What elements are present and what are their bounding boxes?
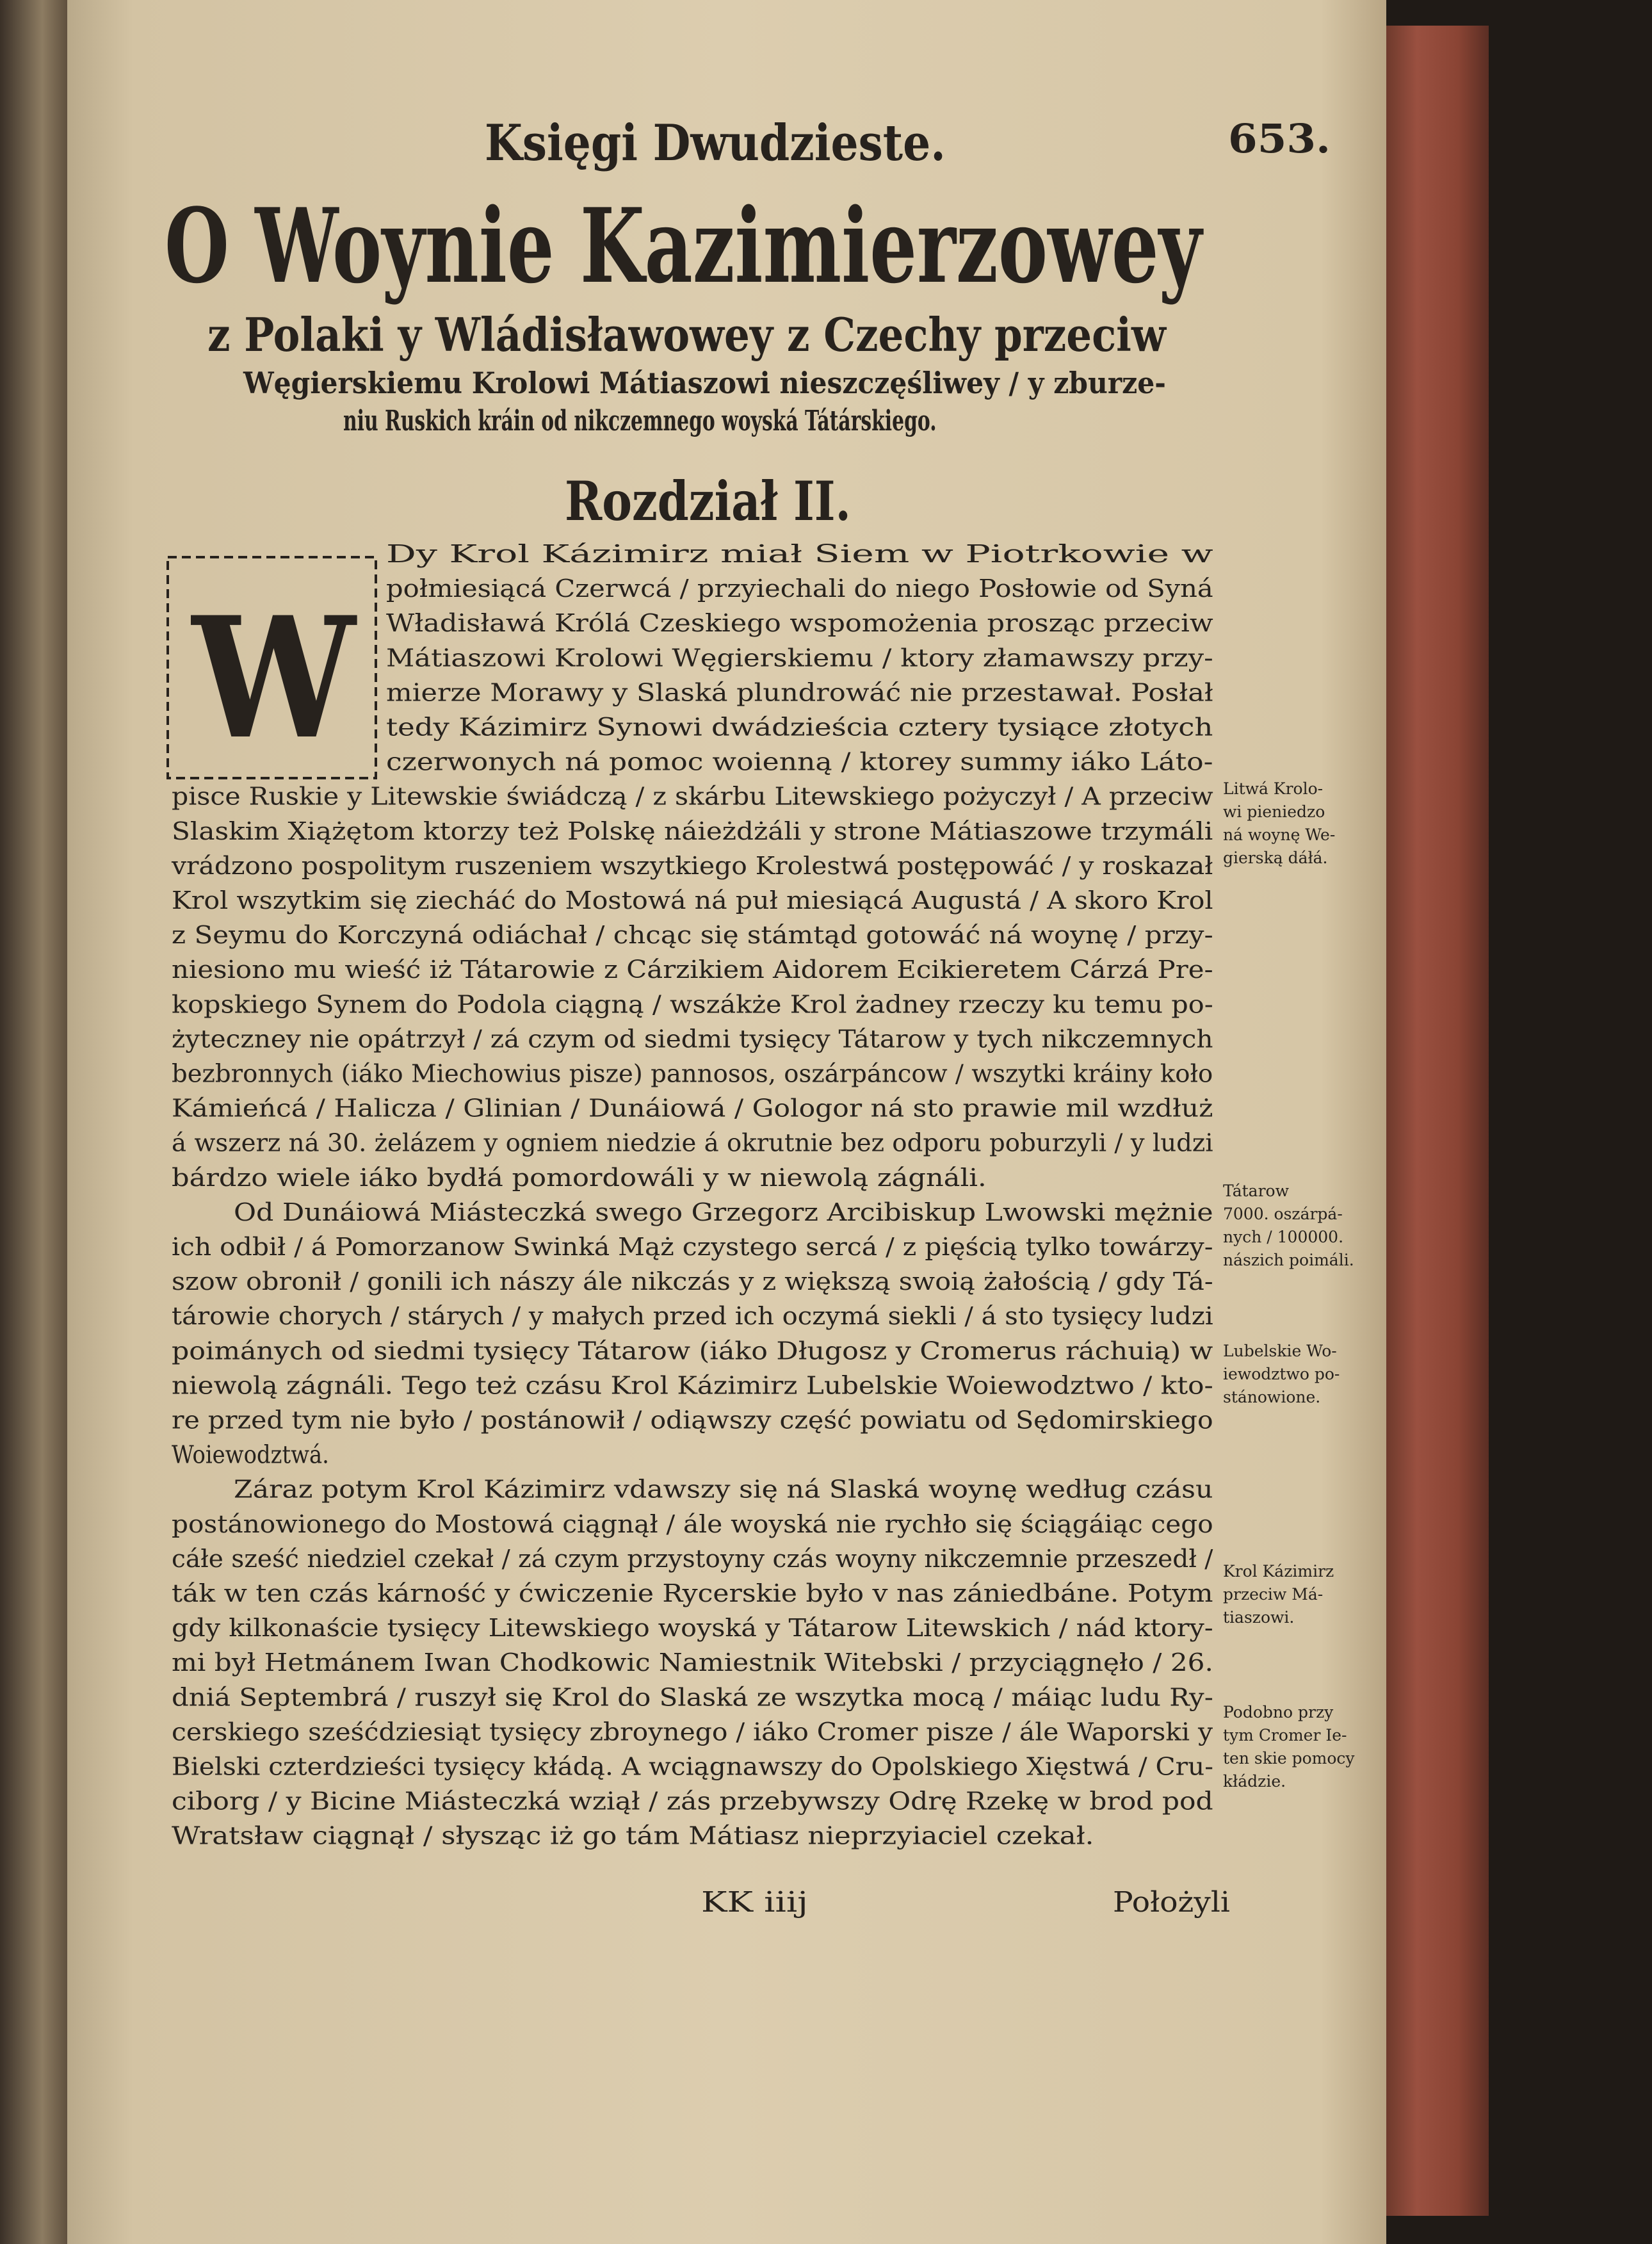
margin-note-line: nászich poimáli. — [1223, 1251, 1354, 1269]
margin-note-line: Litwá Krolo- — [1223, 779, 1324, 798]
body-line: vrádzono pospolitym ruszeniem wszytkiego Krolestwá postępowáć / y roskazał — [172, 852, 1213, 881]
margin-note-line: gierską dáłá. — [1223, 849, 1328, 867]
margin-note-line: ten skie pomocy — [1223, 1749, 1355, 1768]
body-line: Slaskim Xiążętom ktorzy też Polskę náieżdżáli y strone Mátiaszowe trzymáli — [172, 817, 1213, 846]
fore-edge — [1386, 26, 1489, 2216]
body-line: Wratsław ciągnął / słysząc iż go tám Mátiasz nieprzyiaciel czekał. — [172, 1821, 1094, 1851]
body-line: cáłe sześć niedziel czekał / zá czym przystoyny czás woyny nikczemnie przeszedł / — [172, 1545, 1213, 1573]
body-line: pisce Ruskie y Litewskie świádczą / z skárbu Litewskiego pożyczył / A przeciw — [172, 783, 1213, 811]
body-line: bezbronnych (iáko Miechowius pisze) pannosos, oszárpáncow / wszytki kráiny koło — [172, 1059, 1213, 1089]
margin-note-line: stánowione. — [1223, 1388, 1321, 1406]
body-line: Kámieńcá / Halicza / Glinian / Dunáiowá / Gologor ná sto prawie mil wzdłuż — [172, 1094, 1213, 1123]
body-line: á wszerz ná 30. żelázem y ogniem niedzie á okrutnie bez odporu poburzyli / y ludzi — [172, 1129, 1213, 1158]
body-line: Władisławá Królá Czeskiego wspomożenia prosząc przeciw — [386, 608, 1213, 638]
margin-note-line: Krol Kázimirz — [1223, 1562, 1334, 1581]
margin-note-line: ná woynę We- — [1223, 825, 1336, 844]
body-line: kopskiego Synem do Podola ciągną / wszákże Krol żadney rzeczy ku temu po- — [172, 990, 1213, 1019]
running-title: Księgi Dwudzieste. — [485, 113, 946, 173]
body-line: Záraz potym Krol Kázimirz vdawszy się ná Slaská woynę według czásu — [234, 1475, 1213, 1504]
body-line: ich odbił / á Pomorzanow Swinká Mąż czystego sercá / z pięścią tylko towárzy- — [172, 1233, 1213, 1262]
margin-note-line: Lubelskie Wo- — [1223, 1342, 1337, 1360]
body-line: mierze Morawy y Slaská plundrowáć nie przestawał. Posłał — [386, 678, 1213, 707]
margin-note-line: nych / 100000. — [1223, 1228, 1344, 1246]
body-line: Woiewodztwá. — [172, 1441, 329, 1470]
body-line: niesiono mu wieść iż Tátarowie z Cárzikiem Aidorem Ecikieretem Cárzá Pre- — [172, 955, 1213, 984]
drop-cap-letter: W — [192, 580, 356, 776]
body-line: niewolą zágnáli. Tego też czásu Krol Kázimirz Lubelskie Woiewodztwo / kto- — [172, 1372, 1213, 1400]
body-line: Dy Krol Kázimirz miał Siem w Piotrkowie w — [386, 539, 1213, 569]
chapter-subtitle-line-4: niu Ruskich kráin od nikczemnego woyská Tátárskiego. — [343, 404, 937, 437]
margin-note-line: wi pieniedzo — [1223, 802, 1325, 821]
drop-cap — [168, 557, 376, 778]
body-line: Od Dunáiowá Miásteczká swego Grzegorz Arcibiskup Lwowski mężnie — [234, 1198, 1213, 1227]
body-line: Bielski czterdzieści tysięcy kłádą. A wciągnawszy do Opolskiego Xięstwá / Cru- — [172, 1752, 1213, 1782]
page-number: 653. — [1228, 115, 1331, 163]
body-line: ták w ten czás kárność y ćwiczenie Rycerskie było v nas zániedbáne. Potym — [172, 1579, 1213, 1608]
margin-note-line: tiaszowi. — [1223, 1608, 1295, 1627]
chapter-subtitle-line-2: z Polaki y Wládisławowey z Czechy przeciw — [207, 307, 1166, 362]
margin-note-line: 7000. oszárpá- — [1223, 1205, 1343, 1223]
margin-note-line: Tátarow — [1223, 1182, 1289, 1200]
margin-note-line: Podobno przy — [1223, 1703, 1334, 1721]
body-line: z Seymu do Korczyná odiáchał / chcąc się stámtąd gotowáć ná woynę / przy- — [172, 921, 1213, 950]
chapter-subtitle-line-3: Węgierskiemu Krolowi Mátiaszowi nieszczęśliwey / y zburze- — [243, 366, 1166, 401]
body-line: cerskiego sześćdziesiąt tysięcy zbroynego / iáko Cromer pisze / ále Waporski y — [172, 1718, 1213, 1747]
body-line: szow obronił / gonili ich nászy ále nikczás y z większą swoią żałością / gdy Tá- — [172, 1267, 1213, 1296]
margin-note-line: tym Cromer Ie- — [1223, 1726, 1347, 1744]
body-line: połmiesiącá Czerwcá / przyiechali do niego Posłowie od Syná — [386, 574, 1213, 603]
body-line: żyteczney nie opátrzył / zá czym od siedmi tysięcy Tátarow y tych nikczemnych — [172, 1025, 1213, 1054]
margin-note-line: przeciw Má- — [1223, 1585, 1324, 1604]
signature-mark: KK iiij — [701, 1885, 808, 1919]
body-line: tárowie chorych / stárych / y małych przed ich oczymá siekli / á sto tysięcy ludzi — [172, 1303, 1213, 1331]
body-line: ciborg / y Bicine Miásteczká wziął / zás przebywszy Odrę Rzekę w brod pod — [172, 1787, 1213, 1816]
body-line: postánowionego do Mostowá ciągnął / ále woyská nie rychło się ściągáiąc cego — [172, 1510, 1213, 1539]
body-line: czerwonych ná pomoc woienną / ktorey summy iáko Láto- — [386, 747, 1213, 776]
body-line: mi był Hetmánem Iwan Chodkowic Namiestnik Witebski / przyciągnęło / 26. — [172, 1649, 1213, 1677]
body-line: dniá Septembrá / ruszył się Krol do Slaská ze wszytka mocą / máiąc ludu Ry- — [172, 1684, 1213, 1712]
body-line: Krol wszytkim się ziecháć do Mostowá ná puł miesiącá Augustá / A skoro Krol — [172, 886, 1213, 915]
margin-note-line: iewodztwo po- — [1223, 1365, 1340, 1383]
body-line: re przed tym nie było / postánowił / odiąwszy część powiatu od Sędomirskiego — [172, 1406, 1213, 1435]
body-line: Mátiaszowi Krolowi Węgierskiemu / ktory złamawszy przy- — [386, 643, 1213, 672]
chapter-title: O Woynie Kazimierzowey — [165, 185, 1202, 306]
body-line: poimánych od siedmi tysięcy Tátarow (iáko Długosz y Cromerus ráchuią) w — [172, 1337, 1213, 1365]
body-line: bárdzo wiele iáko bydłá pomordowáli y w niewolą zágnáli. — [172, 1163, 987, 1192]
body-line: gdy kilkonaście tysięcy Litewskiego woyská y Tátarow Litewskich / nád ktory- — [172, 1614, 1213, 1643]
section-heading: Rozdział II. — [565, 469, 851, 533]
catchword: Położyli — [1113, 1885, 1230, 1919]
body-line: tedy Kázimirz Synowi dwádzieścia cztery tysiące złotych — [386, 712, 1213, 742]
previous-page-edge — [0, 0, 70, 2244]
margin-note-line: kłádzie. — [1223, 1772, 1286, 1791]
